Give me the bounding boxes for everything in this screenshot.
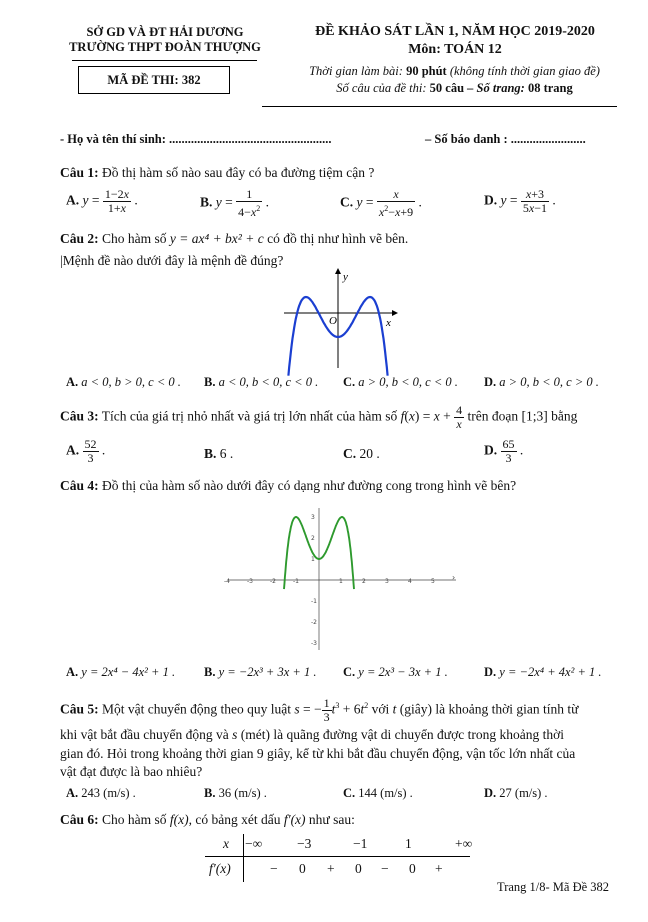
option-text: y = −2x⁴ + 4x² + 1 . bbox=[499, 665, 602, 679]
x-tick-label: -4 bbox=[224, 578, 230, 585]
question-text: gian đó. Hỏi trong khoảng thời gian 9 giây, kể từ khi bắt đầu chuyển động, vận tốc lớn nhất của bbox=[60, 746, 576, 761]
option-a bbox=[66, 375, 181, 390]
sign-table-sign-value: + bbox=[435, 861, 443, 876]
divider bbox=[72, 60, 257, 61]
option-text: 6 . bbox=[219, 446, 234, 461]
fraction: $\frac{1}{4-x^2}$ bbox=[238, 187, 261, 219]
option-letter: B. bbox=[204, 665, 216, 679]
y-tick-label: -2 bbox=[311, 619, 317, 626]
option-a bbox=[66, 665, 175, 680]
option-b bbox=[204, 375, 318, 390]
x-tick-label: -2 bbox=[270, 578, 276, 585]
school-name: TRƯỜNG THPT ĐOÀN THƯỢNG bbox=[69, 40, 261, 54]
y-tick-label: -3 bbox=[311, 640, 317, 647]
option-d bbox=[484, 375, 599, 390]
pages-prefix: – Số trang: bbox=[467, 81, 525, 95]
student-id-field: – Số báo danh : ........................ bbox=[425, 132, 586, 146]
question-text: vật đạt được là bao nhiêu? bbox=[60, 764, 203, 779]
option-text: a < 0, b < 0, c < 0 . bbox=[218, 375, 319, 389]
x-tick-label: 3 bbox=[385, 578, 389, 585]
option-letter: C. bbox=[340, 194, 354, 210]
question-text: với bbox=[371, 701, 390, 717]
sign-table-x-value: −∞ bbox=[245, 836, 263, 851]
option-text: a > 0, b < 0, c > 0 . bbox=[499, 375, 599, 389]
sign-table bbox=[205, 834, 473, 882]
option-letter: B. bbox=[200, 194, 213, 210]
sign-table-x-label: x bbox=[223, 836, 229, 851]
y-tick-label: 2 bbox=[311, 535, 315, 542]
question-text bbox=[60, 727, 564, 743]
option-letter: D. bbox=[484, 665, 497, 679]
question-1 bbox=[60, 165, 374, 181]
option-letter: C. bbox=[343, 375, 356, 389]
question-3: Câu 3: Tích của giá trị nhỏ nhất và giá trị lớn nhất của hàm số f(x) = x + $\frac{4}{x}$ trên đoạn [1;3] bằng bbox=[60, 403, 578, 431]
question-text: (giây) là khoảng thời gian tính từ bbox=[399, 701, 579, 717]
fraction: $\frac{4}{x}$ bbox=[456, 403, 463, 431]
option-c bbox=[343, 375, 458, 390]
formula: f(x) bbox=[169, 812, 189, 827]
quartic-graph bbox=[280, 268, 400, 370]
question-2 bbox=[60, 231, 408, 247]
option-c: C. y = $\frac{x}{x^2-x+9}$ . bbox=[340, 187, 422, 219]
dept-name: SỞ GD VÀ ĐT HẢI DƯƠNG bbox=[86, 25, 244, 39]
sign-table-fprime-label: f′(x) bbox=[209, 861, 231, 876]
x-tick-label: 4 bbox=[408, 578, 412, 585]
sign-table-x-value: 1 bbox=[405, 836, 412, 851]
option-text: a < 0, b > 0, c < 0 . bbox=[81, 375, 181, 389]
fraction: $\frac{1-2x}{1+x}$ bbox=[104, 187, 129, 215]
option-letter: A. bbox=[66, 786, 79, 800]
pages-value: 08 trang bbox=[527, 81, 573, 95]
x-tick-label: 1 bbox=[339, 578, 343, 585]
formula: y = ax⁴ + bx² + c bbox=[169, 231, 264, 246]
sign-table-sign-value: − bbox=[270, 861, 278, 876]
question-text: Cho hàm số bbox=[102, 231, 167, 246]
sign-table-x-value: −3 bbox=[297, 836, 312, 851]
option-c bbox=[343, 665, 448, 680]
question-text: , có bảng xét dấu bbox=[188, 812, 281, 827]
x-label: x bbox=[386, 317, 391, 329]
option-letter: C. bbox=[343, 446, 357, 461]
sign-table-x-value: −1 bbox=[353, 836, 368, 851]
question-text: trên đoạn bbox=[467, 408, 519, 424]
time-prefix: Thời gian làm bài: bbox=[309, 64, 403, 78]
x-tick-label: -1 bbox=[293, 578, 299, 585]
option-letter: C. bbox=[343, 786, 356, 800]
fraction: $\frac{65}{3}$ bbox=[502, 437, 515, 465]
variable: t bbox=[392, 701, 397, 717]
option-letter: D. bbox=[484, 442, 498, 458]
exam-code: MÃ ĐỀ THI: 382 bbox=[107, 73, 201, 87]
question-text: Tích của giá trị nhỏ nhất và giá trị lớn nhất của hàm số bbox=[101, 408, 398, 424]
question-4 bbox=[60, 478, 516, 494]
fraction: $\frac{x+3}{5x-1}$ bbox=[522, 187, 547, 215]
sign-table-sign-value: 0 bbox=[299, 861, 306, 876]
option-text: y = −2x³ + 3x + 1 . bbox=[218, 665, 317, 679]
quartic-graph-2 bbox=[224, 504, 468, 656]
option-text: y = 2x³ − 3x + 1 . bbox=[358, 665, 448, 679]
sign-table-sign-value: 0 bbox=[409, 861, 416, 876]
exam-code-box bbox=[78, 66, 230, 94]
option-letter: B. bbox=[204, 786, 216, 800]
question-6 bbox=[60, 812, 355, 828]
subject: Môn: TOÁN 12 bbox=[408, 42, 502, 57]
variable: s bbox=[232, 727, 238, 742]
x-axis-arrow: › bbox=[452, 573, 456, 582]
page-footer: Trang 1/8- Mã Đề 382 bbox=[497, 880, 610, 894]
question-label: Câu 6: bbox=[60, 812, 99, 827]
fraction: $\frac{1}{3}$ bbox=[323, 696, 330, 724]
question-text: Một vật chuyển động theo quy luật bbox=[102, 701, 291, 717]
sign-table-sign-value: 0 bbox=[355, 861, 362, 876]
option-c bbox=[343, 786, 413, 801]
option-d bbox=[484, 786, 548, 801]
option-letter: A. bbox=[66, 375, 79, 389]
option-a: A. $\frac{52}{3}$ . bbox=[66, 437, 106, 465]
option-a: A. y = $\frac{1-2x}{1+x}$ . bbox=[66, 187, 138, 215]
option-d: D. y = $\frac{x+3}{5x-1}$ . bbox=[484, 187, 556, 215]
option-d: D. $\frac{65}{3}$ . bbox=[484, 437, 524, 465]
option-c bbox=[343, 446, 380, 462]
option-letter: A. bbox=[66, 665, 79, 679]
sign-table-sign-value: − bbox=[381, 861, 389, 876]
option-b bbox=[204, 786, 267, 801]
count-line bbox=[262, 81, 647, 96]
x-tick-label: 2 bbox=[362, 578, 366, 585]
time-value: 90 phút bbox=[406, 64, 447, 78]
formula: f′(x) bbox=[283, 812, 306, 827]
option-b: B. y = $\frac{1}{4-x^2}$ . bbox=[200, 187, 269, 219]
question-text: Cho hàm số bbox=[102, 812, 167, 827]
option-letter: B. bbox=[204, 446, 217, 461]
option-text: y = 2x⁴ − 4x² + 1 . bbox=[81, 665, 176, 679]
question-text: |Mệnh đề nào dưới đây là mệnh đề đúng? bbox=[60, 253, 284, 268]
question-text: (mét) là quãng đường vật di chuyển được trong khoảng thời bbox=[240, 727, 564, 742]
question-text: có đồ thị như hình vẽ bên. bbox=[267, 231, 409, 246]
question-label: Câu 4: bbox=[60, 478, 99, 493]
y-tick-label: -1 bbox=[311, 598, 317, 605]
option-text: 27 (m/s) . bbox=[499, 786, 548, 800]
time-note: (không tính thời gian giao đề) bbox=[449, 64, 600, 78]
option-letter: D. bbox=[484, 786, 497, 800]
question-5: Câu 5: Một vật chuyển động theo quy luật s = − $\frac{1}{3}$ $t^3 + 6t^2$ với t (giây) là khoảng thời gian tính từ bbox=[60, 696, 579, 724]
fraction: $\frac{x}{x^2-x+9}$ bbox=[378, 187, 414, 219]
question-text: Đồ thị của hàm số nào dưới đây có dạng như đường cong trong hình vẽ bên? bbox=[102, 478, 517, 493]
count-value: 50 câu bbox=[429, 81, 465, 95]
option-b bbox=[204, 665, 316, 680]
interval: [1;3] bbox=[521, 408, 548, 424]
exam-title: ĐỀ KHẢO SÁT LẦN 1, NĂM HỌC 2019-2020 bbox=[315, 24, 595, 39]
option-text: 144 (m/s) . bbox=[358, 786, 413, 800]
option-letter: B. bbox=[204, 375, 216, 389]
question-label: Câu 2: bbox=[60, 231, 99, 246]
option-b bbox=[204, 446, 233, 462]
sign-table-sign-value: + bbox=[327, 861, 335, 876]
y-label: y bbox=[343, 271, 348, 283]
divider bbox=[262, 106, 617, 107]
question-label: Câu 5: bbox=[60, 701, 99, 717]
y-tick-label: 1 bbox=[311, 556, 315, 563]
x-tick-label: -3 bbox=[247, 578, 253, 585]
option-letter: D. bbox=[484, 192, 498, 208]
option-a bbox=[66, 786, 136, 801]
student-name-field: - Họ và tên thí sinh: .................................................... bbox=[60, 132, 332, 146]
x-axis-arrow bbox=[392, 310, 398, 316]
option-text: 36 (m/s) . bbox=[218, 786, 267, 800]
time-line bbox=[262, 64, 647, 79]
y-tick-label: 3 bbox=[311, 514, 315, 521]
question-label: Câu 1: bbox=[60, 165, 99, 180]
question-text: như sau: bbox=[308, 812, 355, 827]
question-text: khi vật bắt đầu chuyển động và bbox=[60, 727, 229, 742]
count-prefix: Số câu của đề thi: bbox=[336, 81, 427, 95]
x-tick-label: 5 bbox=[431, 578, 435, 585]
option-text: 20 . bbox=[359, 446, 380, 461]
option-letter: D. bbox=[484, 375, 497, 389]
option-letter: A. bbox=[66, 192, 80, 208]
option-letter: A. bbox=[66, 442, 80, 458]
option-text: 243 (m/s) . bbox=[81, 786, 136, 800]
sign-table-x-value: +∞ bbox=[455, 836, 473, 851]
question-text: Đồ thị hàm số nào sau đây có ba đường tiệm cận ? bbox=[102, 165, 375, 180]
option-letter: C. bbox=[343, 665, 356, 679]
fraction: $\frac{52}{3}$ bbox=[84, 437, 97, 465]
option-d bbox=[484, 665, 602, 680]
y-axis-arrow bbox=[335, 268, 341, 274]
option-text: a > 0, b < 0, c < 0 . bbox=[358, 375, 458, 389]
question-text: bằng bbox=[551, 408, 578, 424]
question-label: Câu 3: bbox=[60, 408, 99, 424]
origin-label: O bbox=[329, 315, 337, 327]
